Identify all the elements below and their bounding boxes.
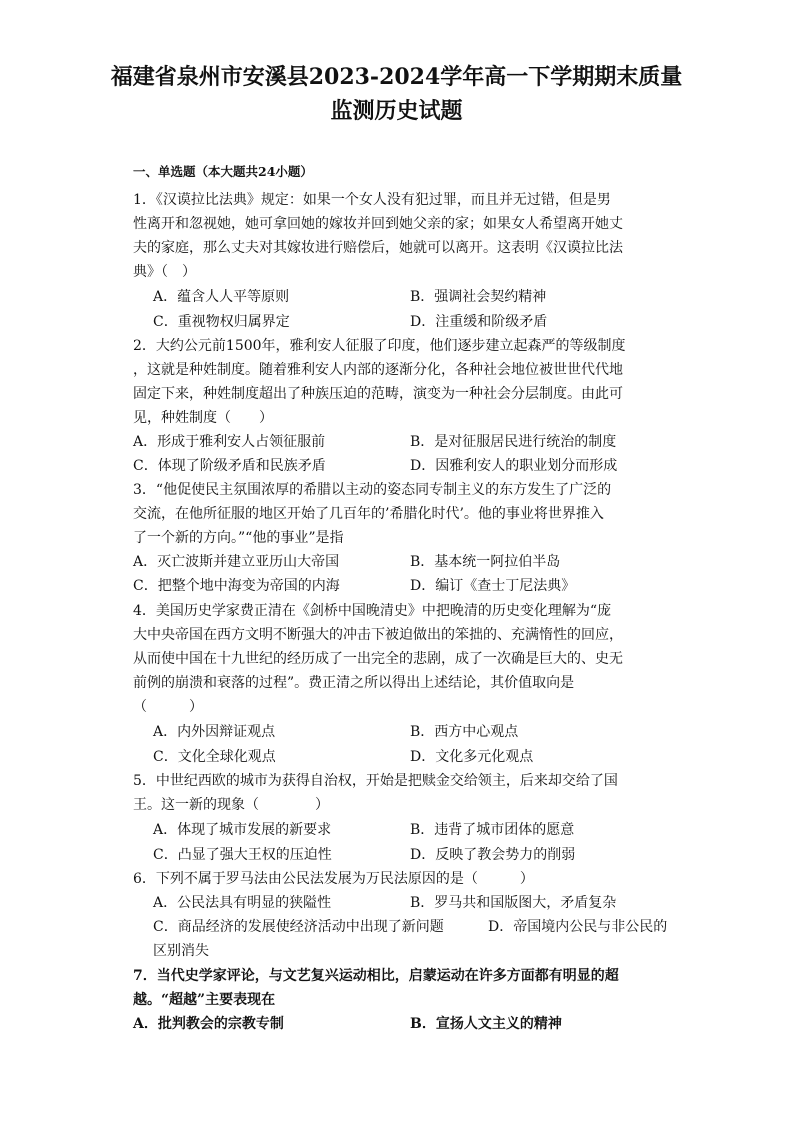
q2-stem-line: 2．大约公元前1500年，雅利安人征服了印度，他们逐步建立起森严的等级制度: [133, 338, 626, 354]
q6-option-a[interactable]: A．公民法具有明显的狭隘性: [153, 895, 332, 911]
q4-stem-line: 4．美国历史学家费正清在《剑桥中国晚清史》中把晚清的历史变化理解为“庞: [133, 603, 612, 619]
q4-option-c[interactable]: C．文化全球化观点: [153, 749, 276, 765]
q3-stem-line: 了一个新的方向。”“他的事业”是指: [133, 530, 344, 546]
q1-option-c[interactable]: C．重视物权归属界定: [153, 314, 290, 330]
q5-option-d[interactable]: D．反映了教会势力的削弱: [410, 847, 576, 863]
q3-option-b[interactable]: B．基本统一阿拉伯半岛: [410, 554, 561, 570]
q4-stem-line: 前例的崩溃和衰落的过程”。费正清之所以得出上述结论，其价值取向是: [133, 675, 575, 691]
q7-option-b[interactable]: B．宣扬人文主义的精神: [410, 1016, 562, 1032]
q3-option-c[interactable]: C．把整个地中海变为帝国的内海: [133, 578, 340, 594]
q2-option-d[interactable]: D．因雅利安人的职业划分而形成: [410, 458, 618, 474]
q7-option-a[interactable]: A．批判教会的宗教专制: [133, 1016, 284, 1032]
q4-stem-line: （ ）: [133, 699, 203, 715]
q5-option-c[interactable]: C．凸显了强大王权的压迫性: [153, 847, 332, 863]
q5-stem-line: 5．中世纪西欧的城市为获得自治权，开始是把赎金交给领主，后来却交给了国: [133, 773, 618, 789]
q2-stem-line: ，这就是种姓制度。随着雅利安人内部的逐渐分化，各种社会地位被世世代代地: [133, 362, 623, 378]
q6-option-b[interactable]: B．罗马共和国版图大，矛盾复杂: [410, 895, 617, 911]
q3-stem-line: 交流，在他所征服的地区开始了几百年的’希腊化时代’。他的事业将世界推入: [133, 506, 604, 522]
q6-option-d[interactable]: D．帝国境内公民与非公民的: [488, 919, 668, 935]
q1-stem-line: 1．《汉谟拉比法典》规定：如果一个女人没有犯过罪，而且并无过错，但是男: [133, 192, 611, 208]
q2-option-b[interactable]: B．是对征服居民进行统治的制度: [410, 434, 617, 450]
q4-option-b[interactable]: B．西方中心观点: [410, 724, 519, 740]
q1-stem-line: 典》（ ）: [133, 264, 196, 280]
q4-stem-line: 大中央帝国在西方文明不断强大的冲击下被迫做出的笨拙的、充满惰性的回应，: [133, 627, 623, 643]
q1-stem-line: 性离开和忽视她，她可拿回她的嫁妆并回到她父亲的家；如果女人希望离开她丈: [133, 216, 623, 232]
q6-option-d-continued: 区别消失: [153, 943, 209, 959]
q7-stem-line: 7．当代史学家评论，与文艺复兴运动相比，启蒙运动在许多方面都有明显的超: [133, 968, 619, 984]
q4-option-a[interactable]: A．内外因辩证观点: [153, 724, 276, 740]
q1-stem-line: 夫的家庭，那么丈夫对其嫁妆进行赔偿后，她就可以离开。这表明《汉谟拉比法: [133, 240, 623, 256]
q3-option-a[interactable]: A．灭亡波斯并建立亚历山大帝国: [133, 554, 340, 570]
q4-option-d[interactable]: D．文化多元化观点: [410, 749, 534, 765]
q5-option-b[interactable]: B．违背了城市团体的愿意: [410, 822, 575, 838]
q6-stem-line: 6．下列不属于罗马法由公民法发展为万民法原因的是（ ）: [133, 871, 534, 887]
q2-option-c[interactable]: C．体现了阶级矛盾和民族矛盾: [133, 458, 326, 474]
q3-stem-line: 3．“他促使民主氛围浓厚的希腊以主动的姿态同专制主义的东方发生了广泛的: [133, 482, 612, 498]
section-heading: 一、单选题（本大题共24小题）: [133, 164, 313, 179]
q1-option-b[interactable]: B．强调社会契约精神: [410, 289, 547, 305]
q6-option-c[interactable]: C．商品经济的发展使经济活动中出现了新问题: [153, 919, 444, 935]
q5-stem-line: 王。这一新的现象（ ）: [133, 797, 329, 813]
exam-title-line2: 监测历史试题: [330, 98, 463, 124]
q2-stem-line: 见，种姓制度（ ）: [133, 410, 273, 426]
q5-option-a[interactable]: A．体现了城市发展的新要求: [153, 822, 332, 838]
exam-title-line1: 福建省泉州市安溪县2023-2024学年高一下学期期末质量: [110, 64, 683, 90]
q7-stem-line: 越。“超越”主要表现在: [133, 992, 276, 1008]
q3-option-d[interactable]: D．编订《查士丁尼法典》: [410, 578, 576, 594]
q2-option-a[interactable]: A．形成于雅利安人占领征服前: [133, 434, 326, 450]
q4-stem-line: 从而使中国在十九世纪的经历成了一出完全的悲剧，成了一次确是巨大的、史无: [133, 651, 623, 667]
q1-option-a[interactable]: A．蕴含人人平等原则: [153, 289, 290, 305]
q1-option-d[interactable]: D．注重缓和阶级矛盾: [410, 314, 548, 330]
q2-stem-line: 固定下来，种姓制度超出了种族压迫的范畴，演变为一种社会分层制度。由此可: [133, 386, 623, 402]
